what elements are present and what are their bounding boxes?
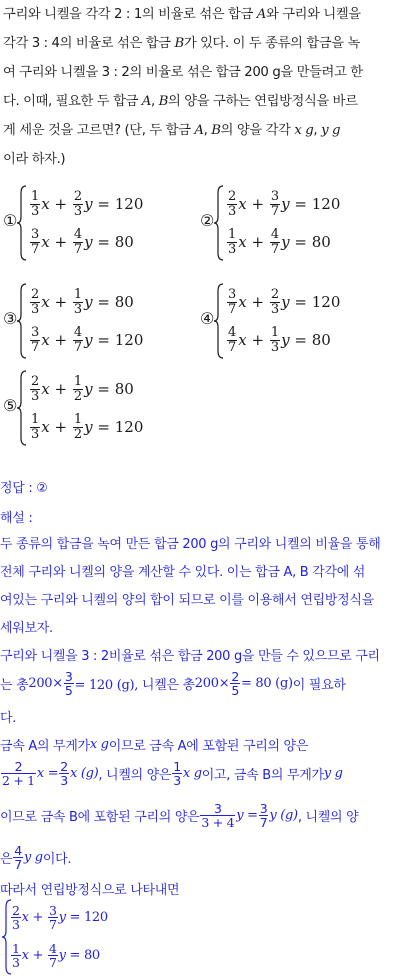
choice-number: ③ — [3, 309, 18, 328]
problem-line-6: 이라 하자.) — [3, 152, 66, 167]
choice-number: ① — [3, 211, 18, 230]
problem-line-2: 각각 3 : 4의 비율로 섞은 합금 B가 있다. 이 두 종류의 합금을 녹 — [3, 36, 360, 51]
choice-number: ② — [200, 211, 215, 230]
brace-icon — [214, 283, 224, 359]
explanation-line-nickel-b: 은 $\frac{4}{7}$ y g 이다. — [0, 842, 72, 872]
final-equation-2: $\frac{1}{3}$ x + $\frac{4}{7}$ y = 80 — [12, 940, 100, 970]
equation-1: $\frac{1}{3}$ x + $\frac{2}{3}$ y = 120 — [31, 188, 144, 219]
equation-2: $\frac{3}{7}$ x + $\frac{4}{7}$ y = 80 — [31, 226, 134, 257]
explanation-line: 다. — [0, 711, 17, 726]
answer-label: 정답 : ② — [0, 481, 48, 496]
equation-1: $\frac{2}{3}$ x + $\frac{1}{2}$ y = 80 — [31, 373, 134, 404]
problem-line-5: 게 세운 것을 고르면? (단, 두 합금 A, B의 양을 각각 x g, y g — [3, 123, 341, 138]
brace-icon — [17, 370, 27, 446]
choice-4[interactable] — [200, 283, 380, 363]
explanation-line: 여있는 구리와 니켈의 양의 합이 되므로 이를 이용해서 연립방정식을 — [0, 593, 374, 608]
problem-text — [3, 0, 397, 174]
equation-1: $\frac{2}{3}$ x + $\frac{3}{7}$ y = 120 — [228, 188, 341, 219]
brace-icon — [214, 185, 224, 261]
brace-icon — [17, 185, 27, 261]
choice-3[interactable] — [3, 283, 183, 363]
explanation-line: 전체 구리와 니켈의 양을 계산할 수 있다. 이는 합금 A, B 각각에 섞 — [0, 565, 366, 580]
explanation-line-copper-b: 이므로 금속 B에 포함된 구리의 양은 $\frac{3}{3 + 4}$ y = $\frac{3}{7}$ y (g) , 니켈의 양 — [0, 800, 359, 830]
problem-line-3: 여 구리와 니켈을 3 : 2의 비율로 섞은 합금 200 g을 만들려고 한 — [3, 65, 363, 80]
final-equation-1: $\frac{2}{3}$ x + $\frac{3}{7}$ y = 120 — [12, 902, 108, 932]
choice-2[interactable] — [200, 185, 380, 265]
explanation-line: 두 종류의 합금을 녹여 만든 합금 200 g의 구리와 니켈의 비율을 통해 — [0, 537, 381, 552]
equation-2: $\frac{1}{3}$ x + $\frac{1}{2}$ y = 120 — [31, 411, 144, 442]
explanation-line-alloy-a: 금속 A의 무게가 x g 이므로 금속 A에 포함된 구리의 양은 — [0, 737, 309, 754]
choice-1[interactable] — [3, 185, 183, 265]
explanation-line: 따라서 연립방정식으로 나타내면 — [0, 883, 180, 898]
equation-1: $\frac{3}{7}$ x + $\frac{2}{3}$ y = 120 — [228, 286, 341, 317]
equation-2: $\frac{3}{7}$ x + $\frac{4}{7}$ y = 120 — [31, 324, 144, 355]
choice-number: ⑤ — [3, 396, 18, 415]
explanation-line-totals: 는 총 200× $\frac{3}{5}$ = 120 (g), 니켈은 총 200× $\frac{2}{5}$ = 80 (g) 이 필요하 — [0, 668, 346, 698]
equation-2: $\frac{1}{3}$ x + $\frac{4}{7}$ y = 80 — [228, 226, 331, 257]
explanation-label: 해설 : — [0, 511, 33, 526]
explanation-line-copper-a: $\frac{2}{2 + 1}$ x = $\frac{2}{3}$ x (g) , 니켈의 양은 $\frac{1}{3}$ x g 이고, 금속 B의 무게가 y g — [2, 758, 343, 788]
equation-2: $\frac{4}{7}$ x + $\frac{1}{3}$ y = 80 — [228, 324, 331, 355]
equation-1: $\frac{2}{3}$ x + $\frac{1}{3}$ y = 80 — [31, 286, 134, 317]
brace-icon — [17, 283, 27, 359]
choice-5[interactable] — [3, 370, 183, 450]
explanation-line: 구리와 니켈을 3 : 2비율로 섞은 합금 200 g을 만들 수 있으므로 구리 — [0, 649, 380, 664]
problem-line-1: 구리와 니켈을 각각 2 : 1의 비율로 섞은 합금 A와 구리와 니켈을 — [3, 7, 361, 22]
problem-line-4: 다. 이때, 필요한 두 합금 A, B의 양을 구하는 연립방정식을 바르 — [3, 94, 358, 109]
explanation-line: 세워보자. — [0, 621, 53, 636]
choice-number: ④ — [200, 309, 215, 328]
